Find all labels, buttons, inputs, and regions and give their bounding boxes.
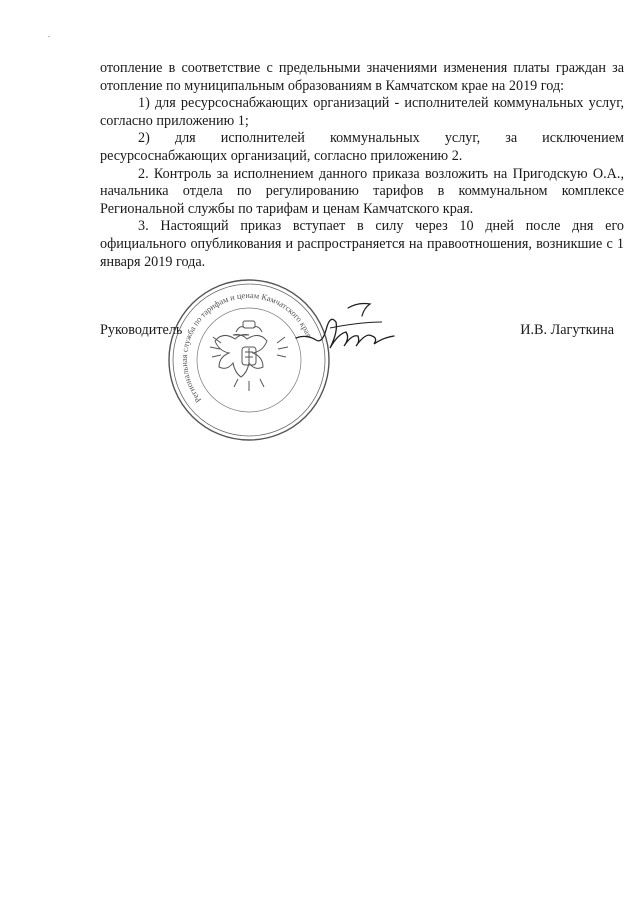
signatory-name: И.В. Лагуткина xyxy=(520,322,614,338)
paragraph-heating: отопление в соответствие с предельными значениями изменения платы граждан за отопление по муниципальным образованиям в Камчатском крае на 2019 год: xyxy=(100,60,624,94)
list-item-2: 2) для исполнителей коммунальных услуг, за исключением ресурсоснабжающих организаций, согласно приложению 2. xyxy=(100,130,624,164)
eagle-emblem xyxy=(210,321,288,391)
list-item-1: 1) для ресурсоснабжающих организаций - исполнителей коммунальных услуг, согласно приложению 1; xyxy=(100,95,624,129)
handwritten-signature xyxy=(290,298,400,362)
body-text xyxy=(100,60,624,271)
paragraph-control: 2. Контроль за исполнением данного приказа возложить на Пригодскую О.А., начальника отдела по регулированию тарифов в коммунальном комплексе Региональной службы по тарифам и ценам Камчатского края. xyxy=(100,165,624,217)
paragraph-effective-date: 3. Настоящий приказ вступает в силу через 10 дней после дня его официального опубликования и распространяется на правоотношения, возникшие с 1 января 2019 года. xyxy=(100,218,624,270)
stamp-text: Региональная служба по тарифам и ценам Камчатского края xyxy=(179,290,314,405)
scan-speck xyxy=(48,36,50,37)
signatory-title: Руководитель xyxy=(100,322,183,338)
